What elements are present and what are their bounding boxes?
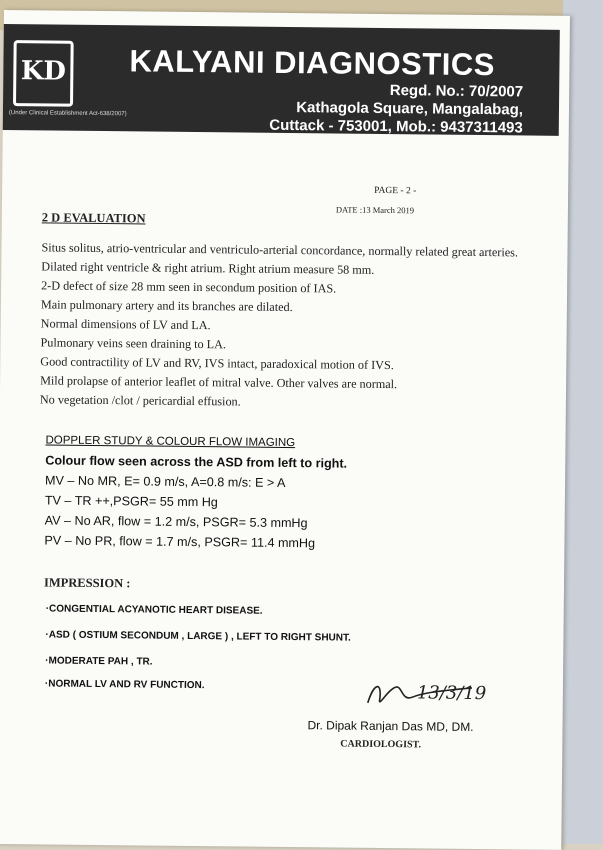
evaluation-line: Main pulmonary artery and its branches are dilated. [40,297,293,315]
report-page [0,10,570,850]
evaluation-line: No vegetation /clot / pericardial effusion. [39,392,241,409]
doppler-heading: DOPPLER STUDY & COLOUR FLOW IMAGING [45,434,296,450]
evaluation-line: Dilated right ventricle & right atrium. Right atrium measure 58 mm. [41,259,375,277]
doppler-line: AV – No AR, flow = 1.2 m/s, PSGR= 5.3 mmHg [44,513,308,531]
address-line-1: Kathagola Square, Mangalabag, [296,99,524,119]
evaluation-line: Mild prolapse of anterior leaflet of mitral valve. Other valves are normal. [40,373,398,392]
adjacent-page-edge [567,280,603,370]
logo: KD [13,40,74,107]
evaluation-line: 2-D defect of size 28 mm seen in secondum position of IAS. [41,278,337,296]
doppler-line: TV – TR ++,PSGR= 55 mm Hg [44,493,218,510]
report-date: DATE :13 March 2019 [335,204,415,216]
doctor-name: Dr. Dipak Ranjan Das MD, DM. [307,718,474,734]
impression-item: ·MODERATE PAH , TR. [45,655,153,668]
doppler-line: MV – No MR, E= 0.9 m/s, A=0.8 m/s: E > A [45,473,286,490]
establishment-act: (Under Clinical Establishment Act-638/2007) [8,110,127,118]
clinic-name: KALYANI DIAGNOSTICS [129,43,496,83]
evaluation-line: Pulmonary veins seen draining to LA. [40,335,227,352]
doppler-summary: Colour flow seen across the ASD from left to right. [45,453,348,471]
doppler-line: PV – No PR, flow = 1.7 m/s, PSGR= 11.4 mmHg [44,533,316,551]
registration-number: Regd. No.: 70/2007 [389,82,524,101]
evaluation-line: Normal dimensions of LV and LA. [40,316,211,333]
impression-item: ·NORMAL LV AND RV FUNCTION. [44,678,205,692]
evaluation-heading: 2 D EVALUATION [41,210,146,226]
impression-heading: IMPRESSION : [43,575,131,591]
handwritten-date: 13/3/19 [416,682,487,705]
evaluation-line: Good contractility of LV and RV, IVS intact, paradoxical motion of IVS. [40,354,394,373]
impression-item: ·CONGENTIAL ACYANOTIC HEART DISEASE. [45,603,263,617]
doctor-title: CARDIOLOGIST. [340,738,422,751]
page-number: PAGE - 2 - [374,185,417,197]
evaluation-line: Situs solitus, atrio-ventricular and ventriculo-arterial concordance, normally related great arteries. [41,240,519,260]
impression-item: ·ASD ( OSTIUM SECONDUM , LARGE ) , LEFT TO RIGHT SHUNT. [45,629,351,644]
background-right [563,0,603,844]
address-line-2: Cuttack - 753001, Mob.: 9437311493 [269,116,523,137]
letterhead [3,24,560,136]
